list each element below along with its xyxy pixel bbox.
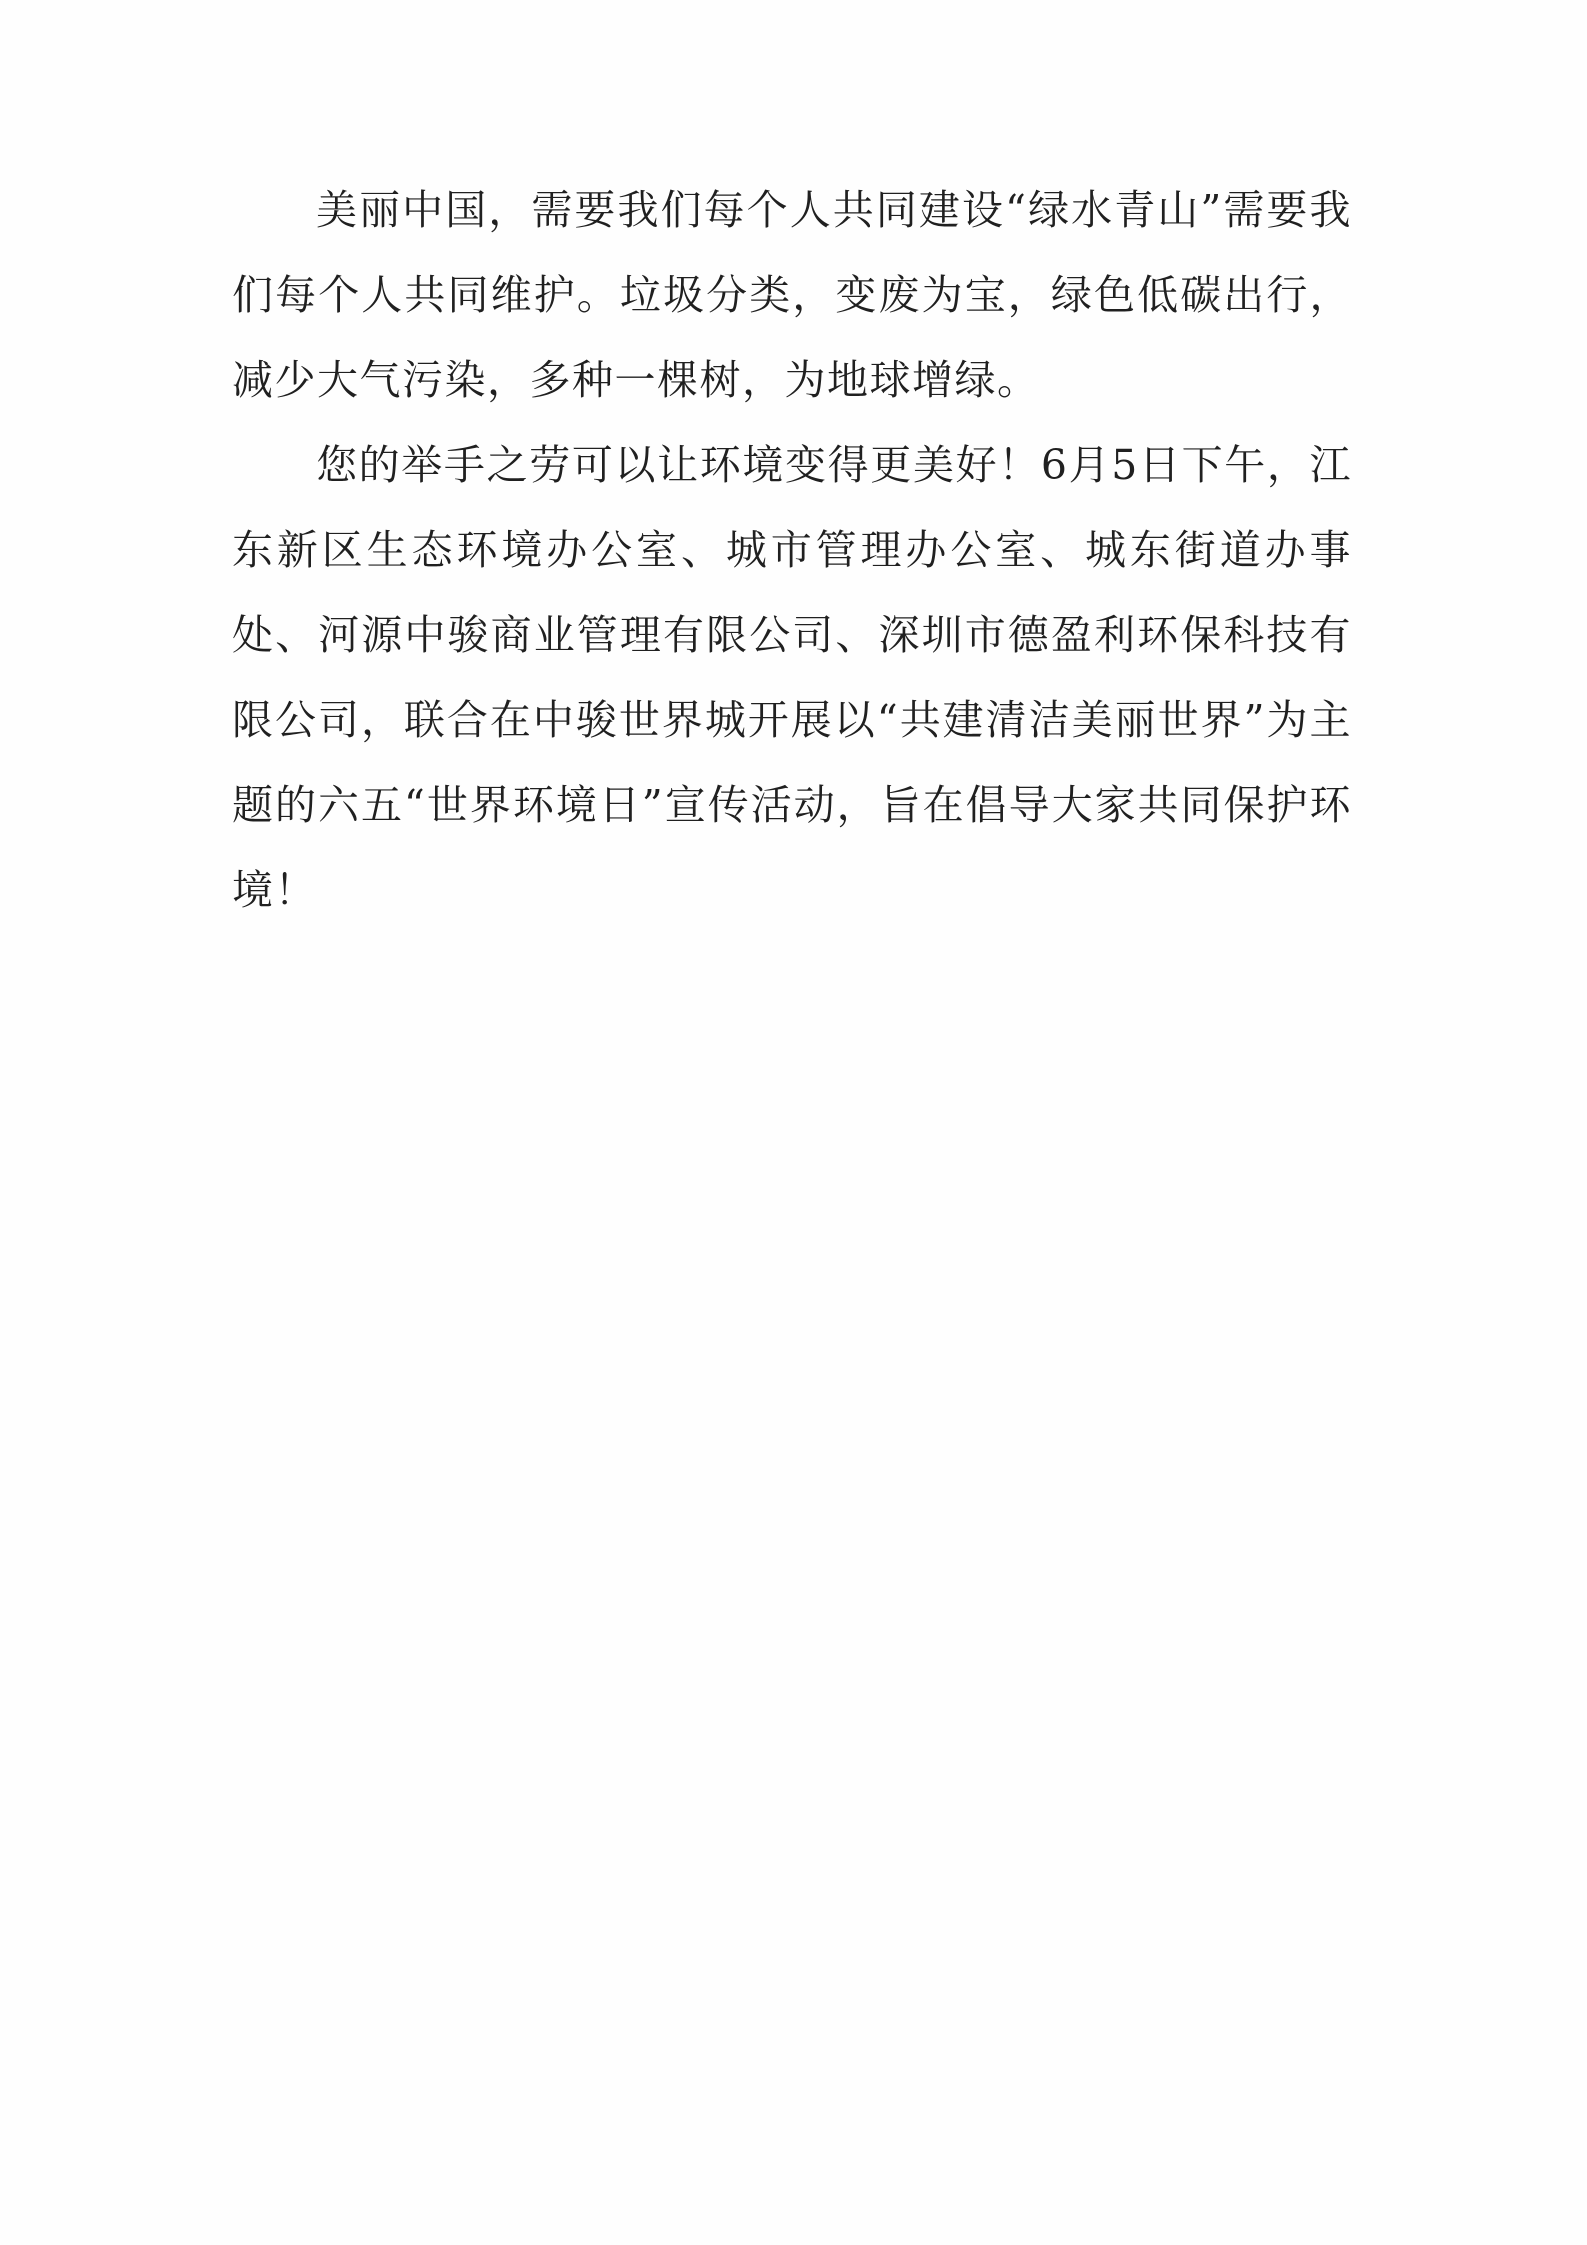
document-body — [232, 168, 1352, 933]
paragraph-1: 美丽中国，需要我们每个人共同建设“绿水青山”需要我们每个人共同维护。垃圾分类，变废为宝，绿色低碳出行，减少大气污染，多种一棵树，为地球增绿。 — [232, 186, 1352, 404]
paragraph-2: 您的举手之劳可以让环境变得更美好！6月5日下午，江东新区生态环境办公室、城市管理办公室、城东街道办事处、河源中骏商业管理有限公司、深圳市德盈利环保科技有限公司，联合在中骏世界城开展以“共建清洁美丽世界”为主题的六五“世界环境日”宣传活动，旨在倡导大家共同保护环境！ — [232, 441, 1352, 914]
